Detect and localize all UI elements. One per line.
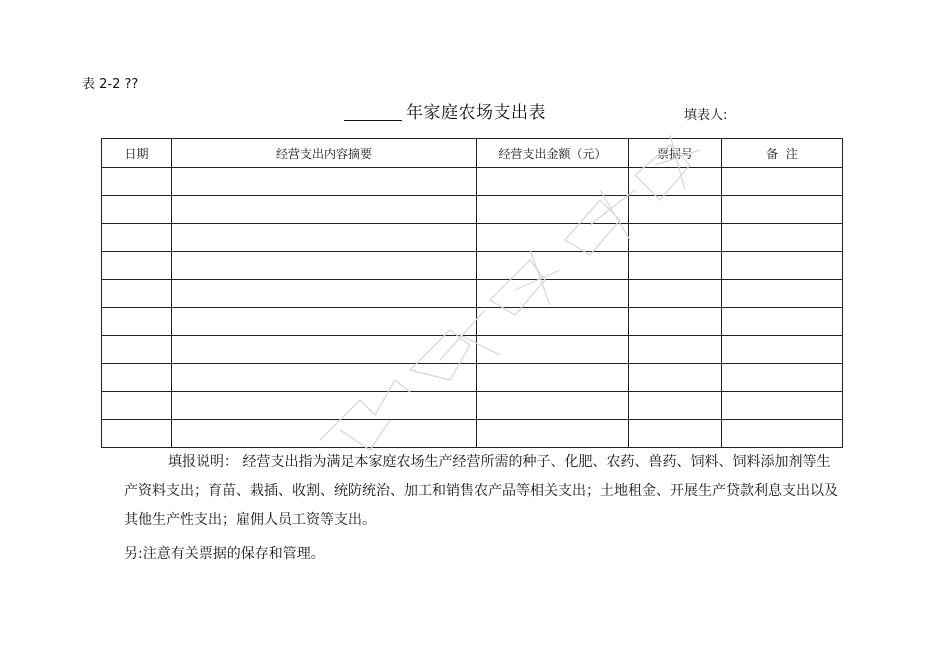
cell-amount bbox=[477, 392, 629, 420]
table-row bbox=[102, 364, 843, 392]
table-row bbox=[102, 252, 843, 280]
header-summary: 经营支出内容摘要 bbox=[172, 139, 477, 168]
cell-amount bbox=[477, 308, 629, 336]
cell-receipt-no bbox=[629, 392, 722, 420]
cell-receipt-no bbox=[629, 364, 722, 392]
cell-remarks bbox=[722, 196, 843, 224]
cell-summary bbox=[172, 280, 477, 308]
cell-summary bbox=[172, 364, 477, 392]
cell-amount bbox=[477, 364, 629, 392]
cell-date bbox=[102, 336, 172, 364]
cell-date bbox=[102, 168, 172, 196]
table-row bbox=[102, 196, 843, 224]
cell-remarks bbox=[722, 280, 843, 308]
cell-date bbox=[102, 420, 172, 448]
cell-amount bbox=[477, 168, 629, 196]
cell-amount bbox=[477, 196, 629, 224]
cell-remarks bbox=[722, 336, 843, 364]
cell-summary bbox=[172, 308, 477, 336]
cell-date bbox=[102, 364, 172, 392]
cell-date bbox=[102, 224, 172, 252]
header-amount: 经营支出金额（元） bbox=[477, 139, 629, 168]
cell-receipt-no bbox=[629, 252, 722, 280]
cell-summary bbox=[172, 392, 477, 420]
cell-summary bbox=[172, 336, 477, 364]
cell-date bbox=[102, 252, 172, 280]
cell-date bbox=[102, 280, 172, 308]
year-blank-line bbox=[344, 120, 402, 121]
cell-summary bbox=[172, 224, 477, 252]
cell-receipt-no bbox=[629, 420, 722, 448]
table-row bbox=[102, 224, 843, 252]
header-date: 日期 bbox=[102, 139, 172, 168]
explanation-note: 填报说明： 经营支出指为满足本家庭农场生产经营所需的种子、化肥、农药、兽药、饲料、饲料添加剂等生产资料支出；育苗、栽插、收割、统防统治、加工和销售农产品等相关支出；土地租金、开展生产贷款利息支出以及其他生产性支出；雇佣人员工资等支出。 bbox=[124, 454, 838, 528]
cell-summary bbox=[172, 196, 477, 224]
cell-summary bbox=[172, 420, 477, 448]
page-title-text: 年家庭农场支出表 bbox=[406, 103, 546, 123]
table-header-row bbox=[102, 139, 843, 168]
additional-note: 另:注意有关票据的保存和管理。 bbox=[124, 546, 325, 562]
table-row bbox=[102, 392, 843, 420]
table-row bbox=[102, 420, 843, 448]
table-row bbox=[102, 280, 843, 308]
cell-receipt-no bbox=[629, 280, 722, 308]
cell-date bbox=[102, 308, 172, 336]
cell-receipt-no bbox=[629, 196, 722, 224]
cell-receipt-no bbox=[629, 224, 722, 252]
cell-amount bbox=[477, 336, 629, 364]
cell-summary bbox=[172, 168, 477, 196]
cell-remarks bbox=[722, 420, 843, 448]
filler-label: 填表人: bbox=[684, 108, 728, 123]
cell-receipt-no bbox=[629, 308, 722, 336]
cell-remarks bbox=[722, 252, 843, 280]
header-remarks: 备 注 bbox=[722, 139, 843, 168]
table-row bbox=[102, 308, 843, 336]
cell-remarks bbox=[722, 224, 843, 252]
cell-date bbox=[102, 392, 172, 420]
cell-remarks bbox=[722, 308, 843, 336]
cell-remarks bbox=[722, 168, 843, 196]
cell-receipt-no bbox=[629, 168, 722, 196]
table-label: 表 2-2 ?? bbox=[82, 77, 139, 92]
table-row bbox=[102, 336, 843, 364]
cell-amount bbox=[477, 252, 629, 280]
table-row bbox=[102, 168, 843, 196]
expense-table bbox=[101, 138, 843, 448]
header-receipt-no: 票据号 bbox=[629, 139, 722, 168]
page-title bbox=[344, 98, 546, 123]
cell-amount bbox=[477, 420, 629, 448]
cell-amount bbox=[477, 224, 629, 252]
cell-amount bbox=[477, 280, 629, 308]
cell-summary bbox=[172, 252, 477, 280]
cell-remarks bbox=[722, 364, 843, 392]
cell-remarks bbox=[722, 392, 843, 420]
cell-receipt-no bbox=[629, 336, 722, 364]
cell-date bbox=[102, 196, 172, 224]
